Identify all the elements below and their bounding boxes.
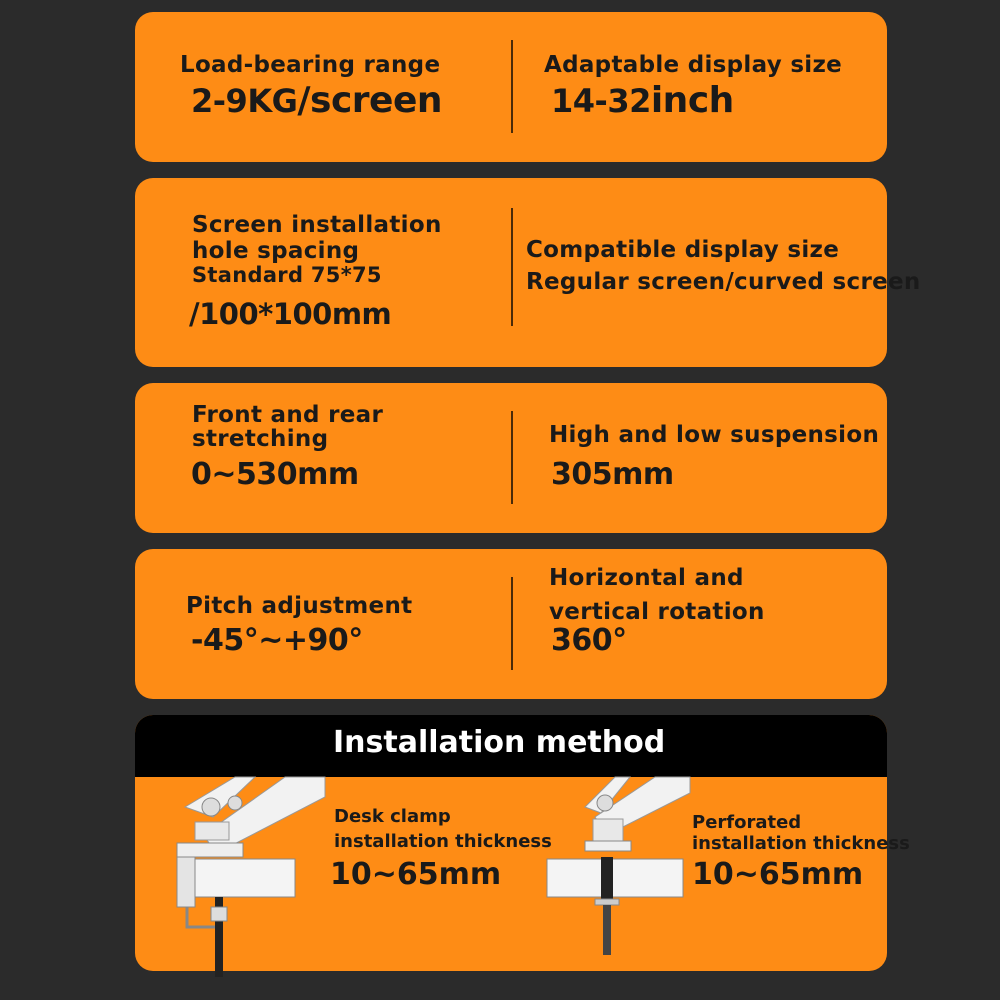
card-divider [511,411,513,504]
pitch-label: Pitch adjustment [186,593,413,619]
load-bearing-value [191,80,442,121]
spec-card-hole-compatible [135,178,921,367]
desk-clamp-value: 10~65mm [330,857,502,892]
rotation-value: 360° [551,623,627,658]
compatible-value: Regular screen/curved screen [526,269,921,295]
display-size-number: 14-32 [551,82,651,120]
rotation-label-1: Horizontal and [549,565,744,591]
display-size-label: Adaptable display size [544,52,843,78]
spec-card-load-display [135,12,887,162]
desk-clamp-illustration [155,777,335,971]
desk-clamp-label-1: Desk clamp [334,806,451,827]
rotation-label-2: vertical rotation [549,599,765,625]
perforated-label-1: Perforated [692,812,802,833]
perforated-value: 10~65mm [692,857,864,892]
spec-card-stretch-suspension [135,383,887,533]
hole-spacing-value: /100*100mm [189,297,392,331]
load-bearing-unit: /screen [297,80,443,121]
installation-banner [135,715,887,777]
load-bearing-number: 2-9KG [191,82,298,120]
load-bearing-label: Load-bearing range [180,52,441,78]
display-size-unit: inch [650,80,734,121]
hole-spacing-label-1: Screen installation [192,212,442,238]
perforated-label-2: installation thickness [692,833,910,854]
suspension-value: 305mm [551,457,674,492]
pitch-value: -45°~+90° [191,623,363,658]
hole-spacing-label-3: Standard 75*75 [192,263,382,287]
installation-title: Installation method [333,725,666,760]
installation-card [135,715,910,971]
hole-spacing-label-2: hole spacing [192,238,360,264]
card-divider [511,208,513,326]
spec-card-pitch-rotation [135,549,887,699]
card-divider [511,577,513,670]
stretching-value: 0~530mm [191,457,359,492]
suspension-label: High and low suspension [549,422,880,448]
display-size-value [551,80,734,121]
desk-clamp-label-2: installation thickness [334,831,552,852]
stretching-label-1: Front and rear [192,402,384,428]
perforated-illustration [545,777,695,971]
compatible-label: Compatible display size [526,237,840,263]
card-divider [511,40,513,133]
stretching-label-2: stretching [192,426,329,452]
